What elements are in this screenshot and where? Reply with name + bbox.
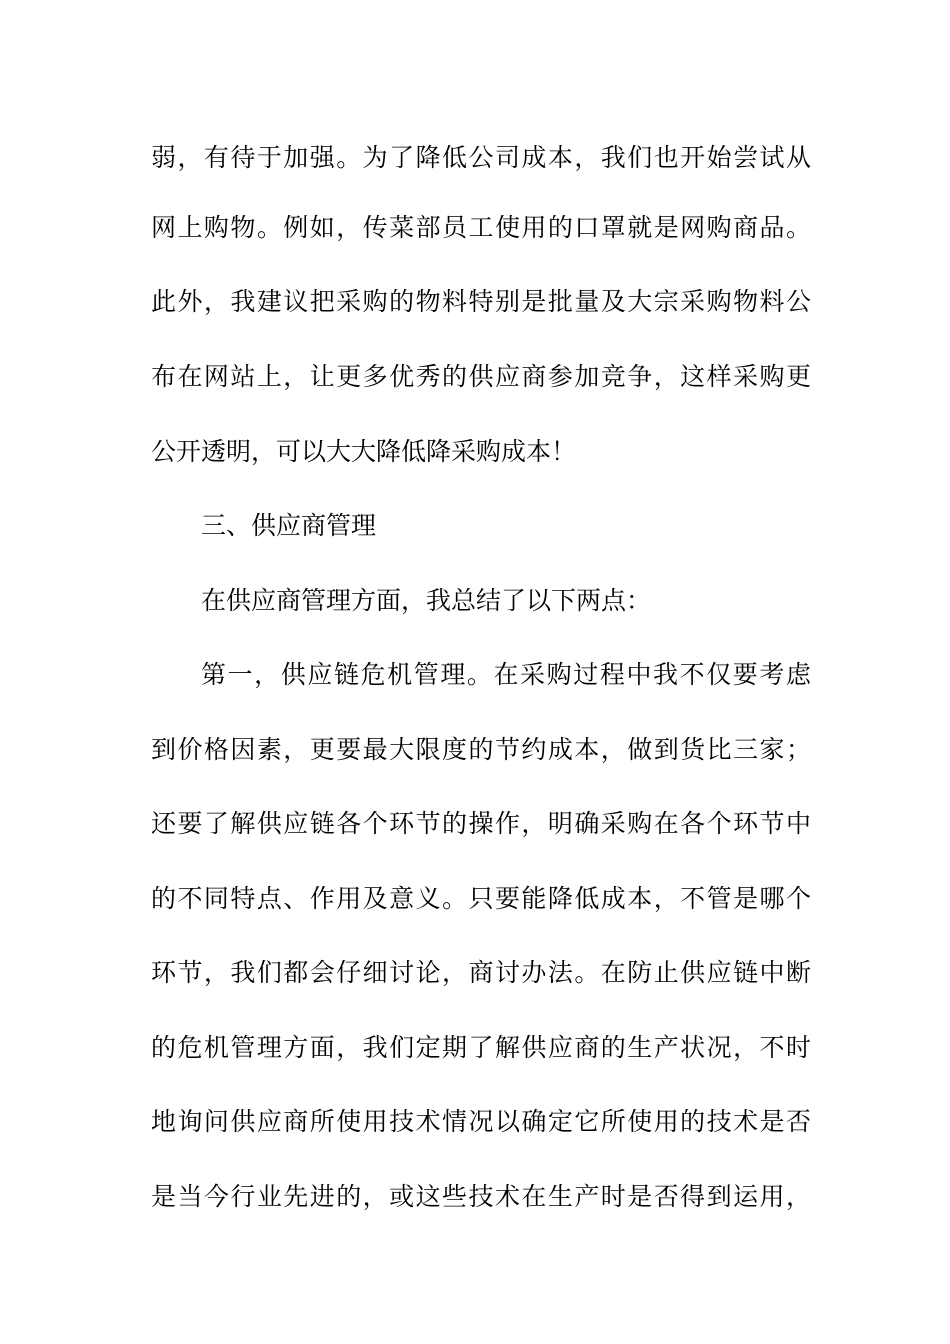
text-line: 的危机管理方面，我们定期了解供应商的生产状况，不时 <box>151 1033 811 1062</box>
text-line: 公开透明，可以大大降低降采购成本！ <box>151 437 577 466</box>
text-line: 地询问供应商所使用技术情况以确定它所使用的技术是否 <box>151 1107 811 1136</box>
text-line: 弱，有待于加强。为了降低公司成本，我们也开始尝试从 <box>151 143 811 172</box>
text-line: 此外，我建议把采购的物料特别是批量及大宗采购物料公 <box>151 287 811 316</box>
text-line: 是当今行业先进的，或这些技术在生产时是否得到运用， <box>151 1182 811 1211</box>
text-line: 还要了解供应链各个环节的操作，明确采购在各个环节中 <box>151 809 811 838</box>
text-line: 第一，供应链危机管理。在采购过程中我不仅要考虑 <box>201 660 811 689</box>
section-heading: 三、供应商管理 <box>201 511 377 540</box>
text-line: 到价格因素，更要最大限度的节约成本，做到货比三家； <box>151 735 811 764</box>
text-line: 网上购物。例如，传菜部员工使用的口罩就是网购商品。 <box>151 213 811 242</box>
text-line: 布在网站上，让更多优秀的供应商参加竞争，这样采购更 <box>151 362 811 391</box>
text-line: 环节，我们都会仔细讨论，商讨办法。在防止供应链中断 <box>151 958 811 987</box>
text-line: 在供应商管理方面，我总结了以下两点： <box>201 586 652 615</box>
text-line: 的不同特点、作用及意义。只要能降低成本，不管是哪个 <box>151 884 811 913</box>
